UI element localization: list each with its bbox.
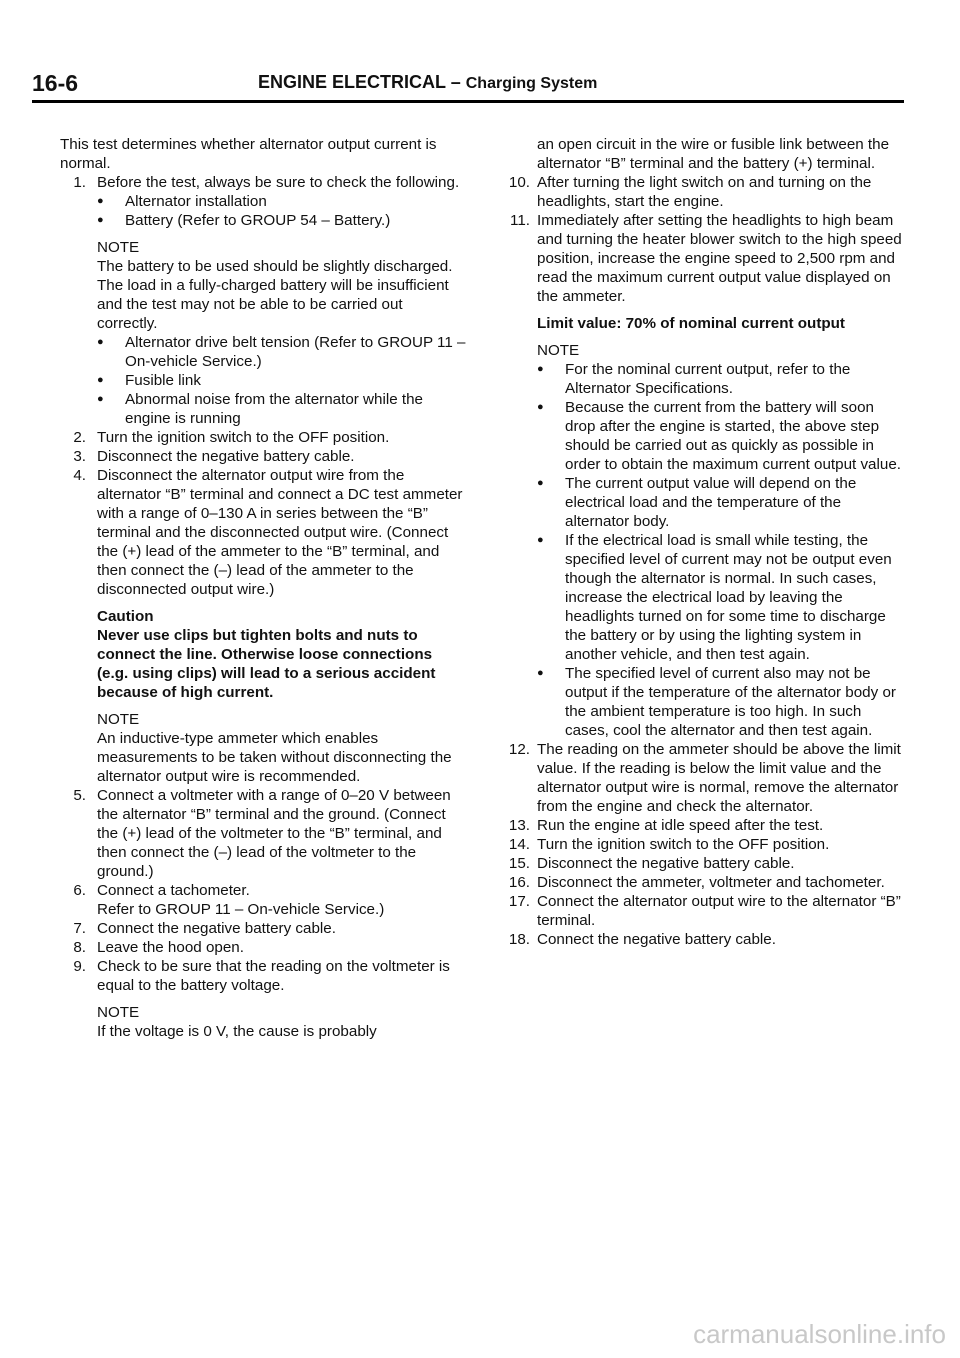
step-17 [500, 892, 906, 930]
bullet-icon: ● [537, 363, 544, 375]
step-text: Connect a voltmeter with a range of 0–20 V between the alternator “B” terminal and the ground. (Connect the (+) lead of the voltmeter to the “B” terminal, and then connect the (–) lead of the voltmeter to the ground.) [97, 787, 451, 880]
page-header [32, 70, 904, 100]
step-16 [500, 873, 906, 892]
bullet-icon: ● [537, 401, 544, 413]
note-item-text: The current output value will depend on the electrical load and the temperature of the alternator body. [565, 475, 857, 530]
step-3 [60, 447, 466, 466]
check-item [60, 333, 466, 371]
note-item [500, 531, 906, 664]
note-item [500, 474, 906, 531]
limit-value: Limit value: 70% of nominal current output [537, 315, 845, 332]
step-text: Connect the negative battery cable. [97, 920, 336, 937]
step-2 [60, 428, 466, 447]
title-separator: – [450, 72, 461, 92]
step-number: 2. [73, 429, 86, 446]
step-number: 13. [508, 817, 530, 834]
note-item [500, 360, 906, 398]
note-block [60, 238, 466, 333]
note-label: NOTE [97, 1004, 140, 1021]
step-number: 3. [73, 448, 86, 465]
step-text: Before the test, always be sure to check the following. [97, 174, 460, 191]
bullet-icon: ● [537, 667, 544, 679]
note-label: NOTE [97, 711, 140, 728]
step-12 [500, 740, 906, 816]
note-item-text: If the electrical load is small while testing, the specified level of current may not be output even though the alternator is normal. In such cases, increase the electrical load by leaving the headlights turned on for some time to discharge the battery or by using the lighting system in another vehicle, and then test again. [565, 532, 892, 663]
step-6 [60, 881, 466, 919]
step-number: 14. [508, 836, 530, 853]
continued-text: an open circuit in the wire or fusible link between the alternator “B” terminal and the battery (+) terminal. [537, 136, 890, 172]
step-18 [500, 930, 906, 949]
section-subtitle: Charging System [465, 75, 598, 92]
step-text: Check to be sure that the reading on the voltmeter is equal to the battery voltage. [97, 958, 450, 994]
step-10 [500, 173, 906, 211]
bullet-icon: ● [537, 534, 544, 546]
check-item [60, 390, 466, 428]
note-text: The battery to be used should be slightly discharged. The load in a fully-charged battery will be insufficient and the test may not be able to be carried out correctly. [97, 258, 453, 332]
left-column [60, 135, 466, 1041]
step-text: The reading on the ammeter should be above the limit value. If the reading is below the limit value and the alternator output wire is normal, remove the alternator from the engine and check the alternator. [537, 741, 901, 815]
step-text: Connect the alternator output wire to the alternator “B” terminal. [537, 893, 901, 929]
step-1 [60, 173, 466, 192]
step-number: 7. [73, 920, 86, 937]
check-item-text: Alternator drive belt tension (Refer to GROUP 11 – On-vehicle Service.) [125, 334, 466, 370]
bullet-icon: ● [97, 214, 104, 226]
step-text: Disconnect the negative battery cable. [537, 855, 795, 872]
check-item-text: Battery (Refer to GROUP 54 – Battery.) [125, 212, 391, 229]
check-item [60, 192, 466, 211]
note-item-text: The specified level of current also may not be output if the temperature of the alternator body or the ambient temperature is too high. In such cases, cool the alternator and then test again. [565, 665, 896, 739]
step-number: 5. [73, 787, 86, 804]
header-rule [32, 100, 904, 103]
note-text: If the voltage is 0 V, the cause is probably [97, 1023, 377, 1040]
caution-label: Caution [97, 608, 154, 625]
step-number: 16. [508, 874, 530, 891]
step-7 [60, 919, 466, 938]
step-text: Run the engine at idle speed after the test. [537, 817, 824, 834]
step-13 [500, 816, 906, 835]
step-text: Connect the negative battery cable. [537, 931, 776, 948]
step-text: Disconnect the negative battery cable. [97, 448, 355, 465]
step-5 [60, 786, 466, 881]
check-item-text: Alternator installation [125, 193, 267, 210]
step-8 [60, 938, 466, 957]
step-reference: Refer to GROUP 11 – On-vehicle Service.) [97, 901, 385, 918]
intro-text: This test determines whether alternator output current is normal. [60, 136, 437, 172]
step-number: 17. [508, 893, 530, 910]
bullet-icon: ● [537, 477, 544, 489]
step-number: 11. [510, 212, 530, 229]
step-text: Turn the ignition switch to the OFF position. [97, 429, 390, 446]
page-title [258, 72, 597, 93]
step-text: Leave the hood open. [97, 939, 244, 956]
step-number: 4. [73, 467, 86, 484]
note-item-text: Because the current from the battery will soon drop after the engine is started, the above step should be carried out as quickly as possible in order to obtain the maximum current output value. [565, 399, 901, 473]
step-number: 8. [73, 939, 86, 956]
note-item [500, 664, 906, 740]
step-4 [60, 466, 466, 599]
caution-text: Never use clips but tighten bolts and nuts to connect the line. Otherwise loose connections (e.g. using clips) will lead to a serious accident because of high current. [97, 627, 436, 701]
check-item [60, 211, 466, 230]
note-item [500, 398, 906, 474]
bullet-icon: ● [97, 374, 104, 386]
note-block [60, 710, 466, 786]
step-number: 1. [73, 174, 86, 191]
step-text: Turn the ignition switch to the OFF position. [537, 836, 830, 853]
right-column [500, 135, 906, 949]
watermark: carmanualsonline.info [693, 1319, 946, 1349]
step-number: 10. [508, 174, 530, 191]
bullet-icon: ● [97, 336, 104, 348]
check-item-text: Fusible link [125, 372, 201, 389]
step-9 [60, 957, 466, 995]
step-number: 15. [508, 855, 530, 872]
section-title: ENGINE ELECTRICAL [258, 72, 446, 92]
bullet-icon: ● [97, 195, 104, 207]
check-item-text: Abnormal noise from the alternator while the engine is running [125, 391, 423, 427]
step-text: Disconnect the alternator output wire from the alternator “B” terminal and connect a DC test ammeter with a range of 0–130 A in series between the “B” terminal and the disconnected output wire. (Connect the (+) lead of the ammeter to the “B” terminal, and then connect the (–) lead of the ammeter to the disconnected output wire.) [97, 467, 463, 598]
note-block [60, 1003, 466, 1041]
note-item-text: For the nominal current output, refer to the Alternator Specifications. [565, 361, 851, 397]
step-text: Disconnect the ammeter, voltmeter and tachometer. [537, 874, 885, 891]
step-number: 6. [73, 882, 86, 899]
step-text: After turning the light switch on and turning on the headlights, start the engine. [537, 174, 872, 210]
step-number: 18. [508, 931, 530, 948]
step-11 [500, 211, 906, 306]
step-number: 12. [508, 741, 530, 758]
step-text: Immediately after setting the headlights to high beam and turning the heater blower switch to the high speed position, increase the engine speed to 2,500 rpm and read the maximum current output value displayed on the ammeter. [537, 212, 902, 305]
step-15 [500, 854, 906, 873]
page-number: 16-6 [32, 70, 79, 96]
caution-block [60, 607, 466, 702]
note-label: NOTE [537, 342, 580, 359]
step-text: Connect a tachometer. [97, 882, 250, 899]
note-text: An inductive-type ammeter which enables measurements to be taken without disconnecting the alternator output wire is recommended. [97, 730, 452, 785]
bullet-icon: ● [97, 393, 104, 405]
note-label: NOTE [97, 239, 140, 256]
step-14 [500, 835, 906, 854]
check-item [60, 371, 466, 390]
step-number: 9. [73, 958, 86, 975]
